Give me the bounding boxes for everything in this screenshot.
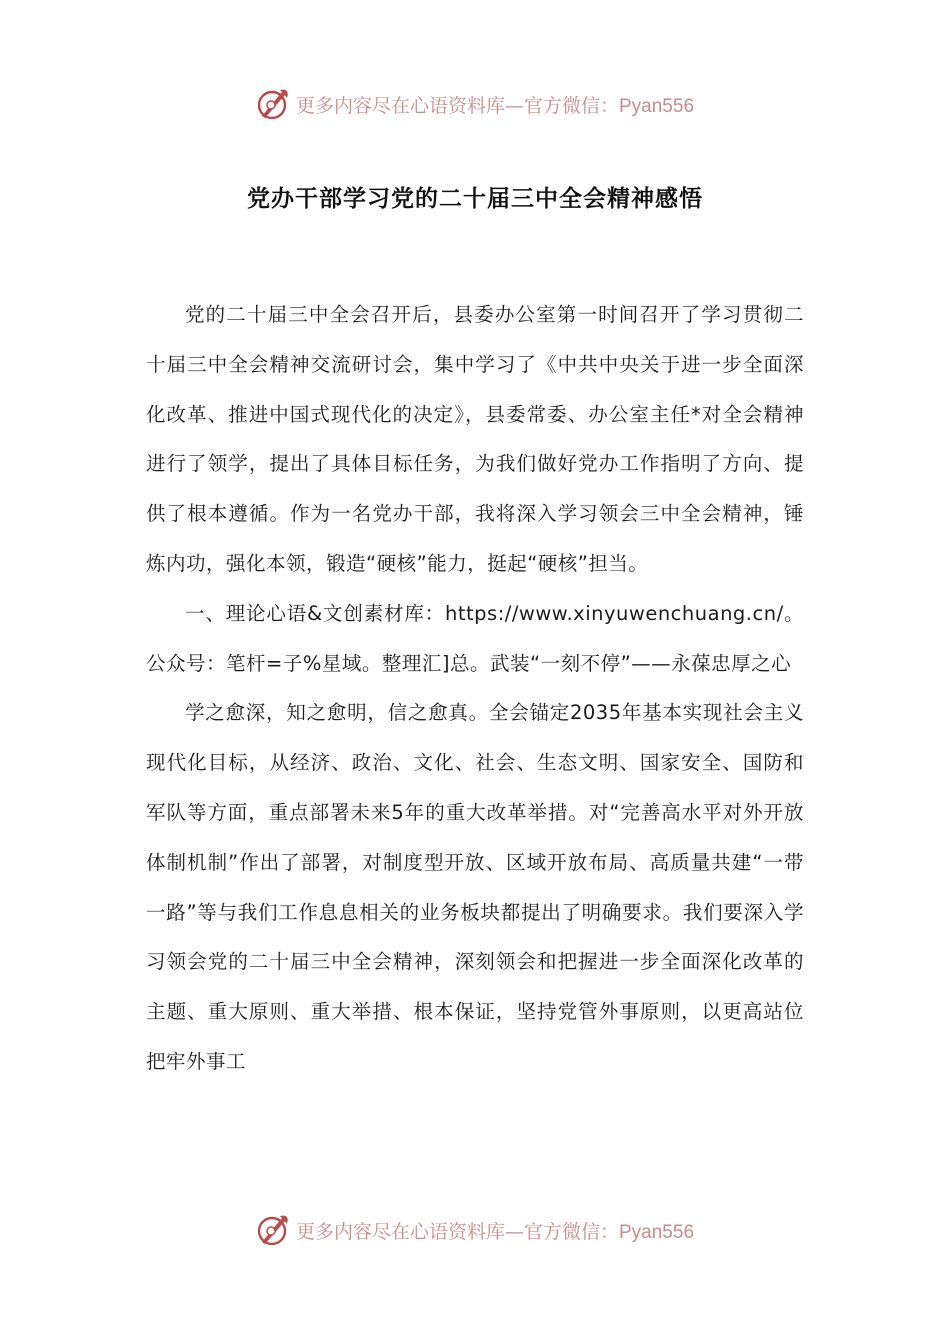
watermark-wechat-handle: Pyan556 bbox=[619, 95, 695, 117]
watermark-wechat-label: 官方微信： bbox=[523, 1220, 619, 1243]
watermark-site-text: 更多内容尽在心语资料库 bbox=[295, 94, 505, 117]
watermark-dash: — bbox=[504, 1220, 524, 1243]
watermark-text bbox=[296, 91, 694, 118]
paragraph-study: 学之愈深，知之愈明，信之愈真。全会锚定2035年基本实现社会主义现代化目标，从经济、政治、文化、社会、生态文明、国家安全、国防和军队等方面，重点部署未来5年的重大改革举措。对“完善高水平对外开放体制机制”作出了部署，对制度型开放、区域开放布局、高质量共建“一带一路”等与我们工作息息相关的业务板块都提出了明确要求。我们要深入学习领会党的二十届三中全会精神，深刻领会和把握进一步全面深化改革的主题、重大原则、重大举措、根本保证，坚持党管外事原则，以更高站位把牢外事工 bbox=[146, 701, 804, 1073]
watermark-text bbox=[296, 1217, 694, 1244]
paragraph-intro: 党的二十届三中全会召开后，县委办公室第一时间召开了学习贯彻二十届三中全会精神交流研讨会，集中学习了《中共中央关于进一步全面深化改革、推进中国式现代化的决定》，县委常委、办公室主任*对全会精神进行了领学，提出了具体目标任务，为我们做好党办工作指明了方向、提供了根本遵循。作为一名党办干部，我将深入学习领会三中全会精神，锤炼内功，强化本领，锻造“硬核”能力，挺起“硬核”担当。 bbox=[146, 303, 804, 575]
watermark-dash: — bbox=[504, 94, 524, 117]
watermark-banner-top bbox=[0, 82, 950, 126]
watermark-banner-bottom bbox=[0, 1208, 950, 1252]
quill-logo-icon bbox=[256, 86, 292, 122]
document-body bbox=[146, 290, 804, 1087]
document-title: 党办干部学习党的二十届三中全会精神感悟 bbox=[247, 186, 703, 212]
paragraph-section-heading: 一、理论心语&文创素材库：https://www.xinyuwenchuang.cn/。公众号：笔杆=子%星域。整理汇]总。武装“一刻不停”——永葆忠厚之心 bbox=[146, 601, 804, 675]
quill-logo-icon bbox=[256, 1212, 292, 1248]
watermark-wechat-handle: Pyan556 bbox=[619, 1221, 695, 1243]
watermark-site-text: 更多内容尽在心语资料库 bbox=[295, 1220, 505, 1243]
watermark-wechat-label: 官方微信： bbox=[523, 94, 619, 117]
